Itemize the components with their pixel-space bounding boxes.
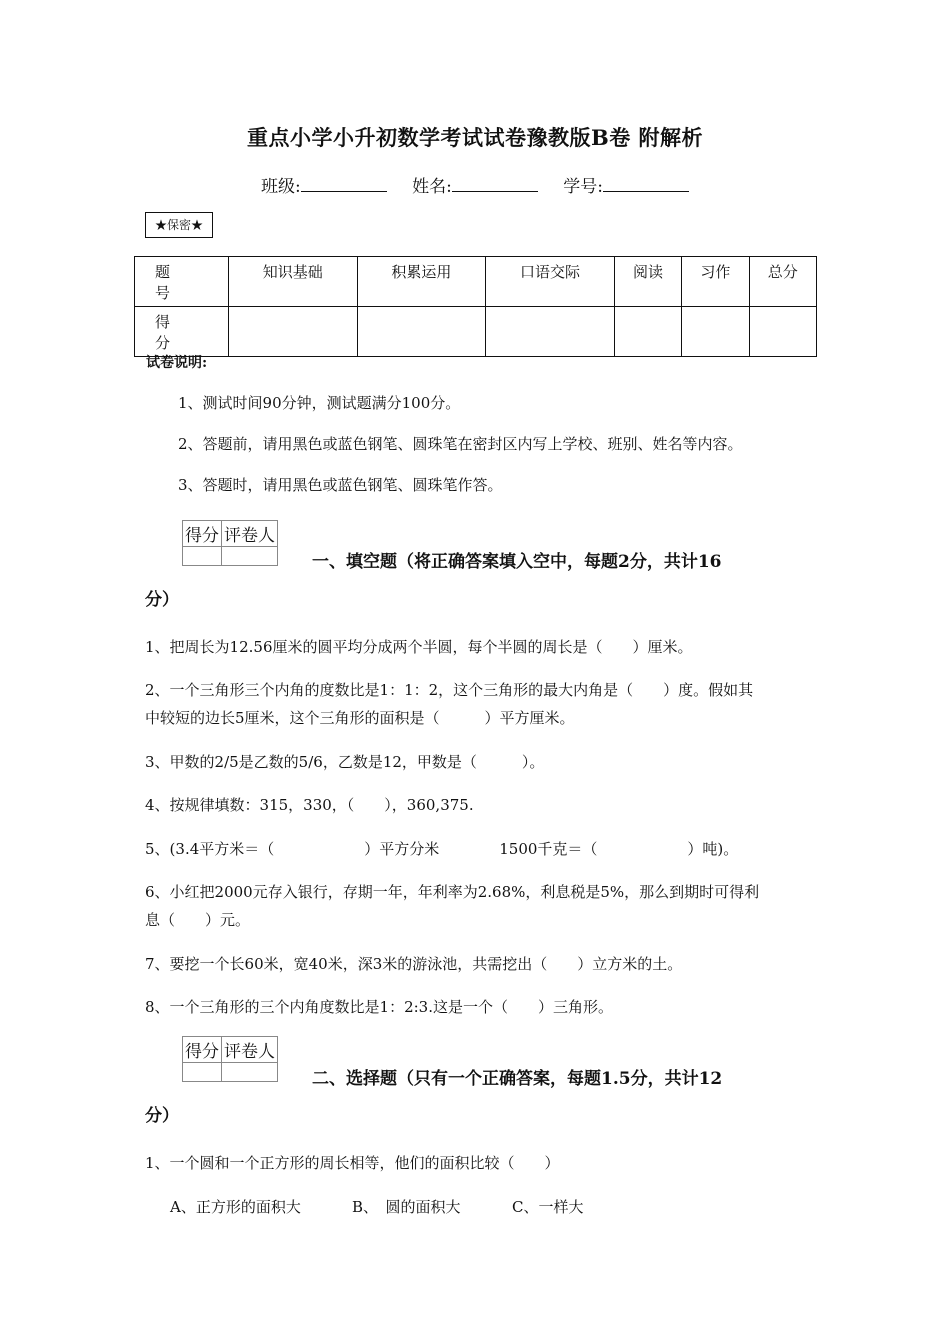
section1-heading-cont: 分） <box>145 590 179 610</box>
question-5: 5、(3.4平方米＝（ ）平方分米 1500千克＝（ ）吨)。 <box>145 840 739 858</box>
option-c[interactable]: C、一样大 <box>512 1198 584 1216</box>
instruction-item: 1、测试时间90分钟，测试题满分100分。 <box>178 394 461 412</box>
student-info-line <box>0 172 950 197</box>
section2-heading-cont: 分） <box>145 1106 179 1126</box>
question-2: 2、一个三角形三个内角的度数比是1：1：2，这个三角形的最大内角是（ ）度。假如其 <box>145 681 754 699</box>
question-2-cont: 中较短的边长5厘米，这个三角形的面积是（ ）平方厘米。 <box>145 709 575 727</box>
score-col-3: 口语交际 <box>486 257 615 307</box>
question-1: 1、把周长为12.56厘米的圆平均分成两个半圆，每个半圆的周长是（ ）厘米。 <box>145 638 693 656</box>
class-label: 班级: <box>260 177 301 197</box>
score-col-1: 知识基础 <box>229 257 358 307</box>
confidential-badge: ★保密★ <box>145 212 213 238</box>
grader-box-2 <box>182 1036 278 1082</box>
score-col-4: 阅读 <box>614 257 681 307</box>
grader-name-label: 评卷人 <box>222 1037 278 1063</box>
option-a[interactable]: A、正方形的面积大 <box>170 1198 301 1216</box>
score-cell[interactable] <box>749 307 816 357</box>
question-8: 8、一个三角形的三个内角度数比是1：2:3.这是一个（ ）三角形。 <box>145 998 613 1016</box>
score-cell[interactable] <box>357 307 486 357</box>
score-cell[interactable] <box>229 307 358 357</box>
question-6: 6、小红把2000元存入银行，存期一年，年利率为2.68%，利息税是5%，那么到期时可得利 <box>145 883 760 901</box>
id-field[interactable] <box>563 172 689 197</box>
grader-score-label: 得分 <box>183 1037 222 1063</box>
instructions-title: 试卷说明: <box>146 355 208 371</box>
option-b[interactable]: B、 圆的面积大 <box>352 1198 461 1216</box>
instruction-item: 2、答题前，请用黑色或蓝色钢笔、圆珠笔在密封区内写上学校、班别、姓名等内容。 <box>178 435 743 453</box>
score-cell[interactable] <box>486 307 615 357</box>
score-col-5: 习作 <box>682 257 749 307</box>
class-field[interactable] <box>261 172 387 197</box>
grader-box-1 <box>182 520 278 566</box>
name-blank[interactable] <box>452 175 538 192</box>
name-label: 姓名: <box>412 177 452 197</box>
grader-score-label: 得分 <box>183 521 222 547</box>
section2-heading: 二、选择题（只有一个正确答案，每题1.5分，共计12 <box>312 1069 723 1089</box>
score-table-row2-header: 得 分 <box>135 307 229 357</box>
name-field[interactable] <box>412 172 538 197</box>
grader-score-cell[interactable] <box>183 547 222 566</box>
score-col-6: 总分 <box>749 257 816 307</box>
score-table <box>134 256 817 357</box>
score-cell[interactable] <box>682 307 749 357</box>
id-label: 学号: <box>563 177 603 197</box>
instruction-item: 3、答题时，请用黑色或蓝色钢笔、圆珠笔作答。 <box>178 476 503 494</box>
grader-name-label: 评卷人 <box>222 521 278 547</box>
score-table-row1-header: 题 号 <box>135 257 229 307</box>
question-4: 4、按规律填数：315，330，（ ），360,375. <box>145 796 474 814</box>
section1-heading: 一、填空题（将正确答案填入空中，每题2分，共计16 <box>312 552 722 572</box>
question-7: 7、要挖一个长60米，宽40米，深3米的游泳池，共需挖出（ ）立方米的土。 <box>145 955 683 973</box>
question-3: 3、甲数的2/5是乙数的5/6，乙数是12，甲数是（ ）。 <box>145 753 545 771</box>
document-title: 重点小学小升初数学考试试卷豫教版B卷 附解析 <box>246 125 704 150</box>
id-blank[interactable] <box>603 175 689 192</box>
score-table-score-row <box>135 307 817 357</box>
question-6-cont: 息（ ）元。 <box>145 911 251 929</box>
grader-name-cell[interactable] <box>222 1063 278 1082</box>
score-cell[interactable] <box>614 307 681 357</box>
grader-name-cell[interactable] <box>222 547 278 566</box>
score-table-header-row <box>135 257 817 307</box>
class-blank[interactable] <box>301 175 387 192</box>
grader-score-cell[interactable] <box>183 1063 222 1082</box>
score-col-2: 积累运用 <box>357 257 486 307</box>
choice-question-1: 1、一个圆和一个正方形的周长相等，他们的面积比较（ ） <box>145 1154 560 1172</box>
